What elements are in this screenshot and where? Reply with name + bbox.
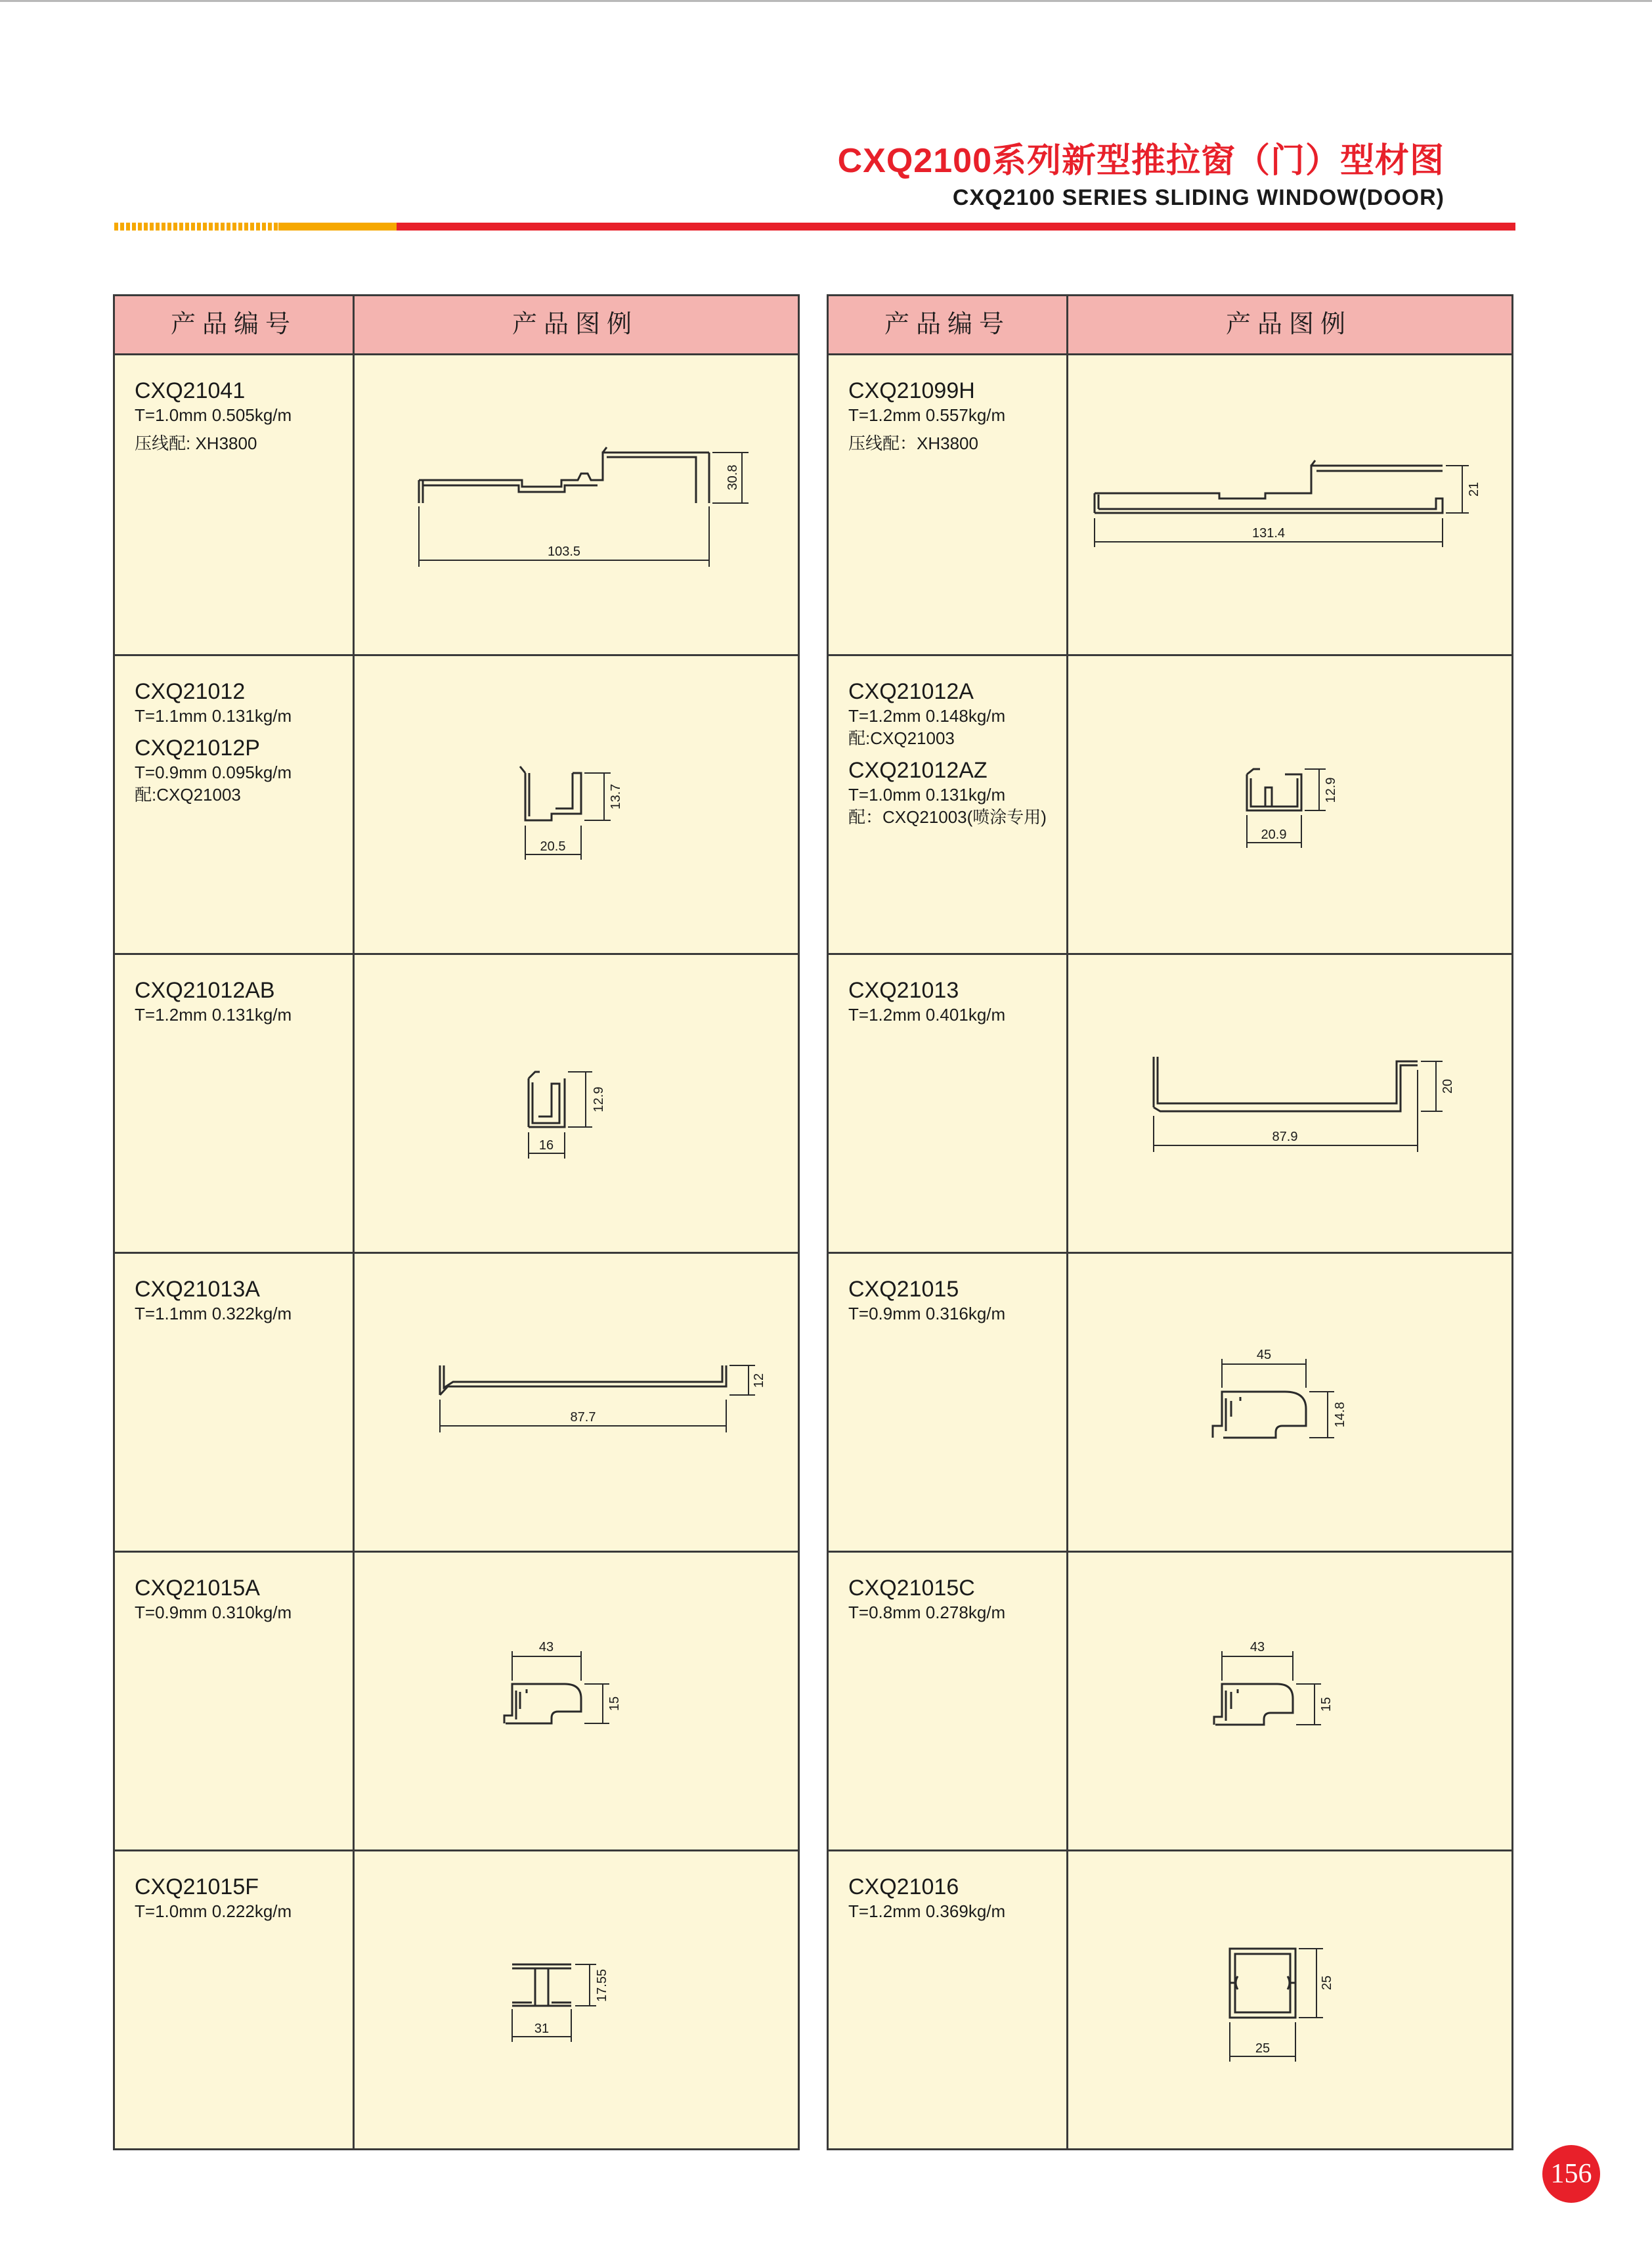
product-note-secondary: 配：CXQ21003(喷涂专用): [848, 807, 1047, 827]
product-spec: T=1.2mm 0.148kg/m: [848, 706, 1006, 726]
product-spec: T=1.2mm 0.131kg/m: [135, 1005, 292, 1025]
product-row: [829, 355, 1511, 654]
header-rule-red: [397, 223, 1515, 231]
product-spec: T=0.9mm 0.316kg/m: [848, 1304, 1006, 1323]
profile-drawing: [355, 1254, 798, 1551]
product-row: [115, 953, 798, 1252]
product-note: 配:CXQ21003: [848, 728, 955, 748]
dimension-width: 25: [1255, 2041, 1271, 2056]
page-title-cn: CXQ2100系列新型推拉窗（门）型材图: [837, 142, 1445, 180]
profile-drawing-svg: [355, 1553, 798, 1849]
product-info: [848, 1276, 1058, 1325]
product-row: [115, 355, 798, 654]
profile-drawing: [1068, 656, 1511, 953]
profile-drawing: [355, 656, 798, 953]
profile-drawing-svg: [1068, 355, 1511, 652]
profile-drawing: [355, 1553, 798, 1849]
product-spec: T=1.0mm 0.222kg/m: [135, 1901, 292, 1921]
product-row: [115, 1252, 798, 1551]
dimension-height: 30.8: [726, 464, 740, 491]
product-table-right: [827, 294, 1513, 2150]
product-code: CXQ21012AB: [135, 978, 275, 1003]
product-row: [829, 1551, 1511, 1849]
profile-drawing: [1068, 1254, 1511, 1551]
product-info: [848, 1874, 1058, 1922]
profile-drawing-svg: [355, 1254, 798, 1551]
product-info: [848, 1575, 1058, 1624]
dimension-width: 87.7: [570, 1410, 596, 1425]
profile-drawing: [1068, 1851, 1511, 2148]
profile-drawing: [1068, 1553, 1511, 1849]
profile-drawing: [355, 955, 798, 1252]
header-rule-dotted: [114, 223, 278, 231]
dimension-height: 25: [1320, 1975, 1334, 1991]
profile-drawing-svg: [355, 355, 798, 652]
product-row: [115, 1849, 798, 2148]
product-info: [848, 977, 1058, 1026]
header-product-code: 产品编号: [170, 311, 297, 338]
dimension-height: 15: [1319, 1696, 1334, 1712]
dimension-height: 20: [1441, 1078, 1455, 1094]
profile-drawing-svg: [1068, 656, 1511, 953]
profile-drawing: [1068, 355, 1511, 652]
product-code: CXQ21016: [848, 1874, 959, 1899]
profile-drawing-svg: [355, 1851, 798, 2148]
product-code: CXQ21015: [848, 1277, 959, 1302]
product-note: 压线配：XH3800: [848, 433, 978, 453]
dimension-width: 103.5: [547, 544, 581, 559]
product-spec: T=1.2mm 0.369kg/m: [848, 1901, 1006, 1921]
dimension-height: 21: [1467, 481, 1481, 497]
product-row: [829, 953, 1511, 1252]
product-code-secondary: CXQ21012AZ: [848, 758, 988, 783]
product-table-left: [113, 294, 800, 2150]
product-code: CXQ21012A: [848, 679, 974, 704]
product-spec: T=0.9mm 0.310kg/m: [135, 1603, 292, 1622]
product-row: [829, 654, 1511, 953]
dimension-width: 43: [1250, 1640, 1265, 1654]
dimension-width: 20.9: [1261, 828, 1287, 842]
product-info: [848, 378, 1058, 455]
product-spec: T=1.0mm 0.505kg/m: [135, 405, 292, 425]
product-code: CXQ21015A: [135, 1576, 260, 1601]
dimension-height: 17.55: [595, 1968, 609, 2003]
header-product-figure: 产品图例: [1225, 311, 1352, 338]
top-border-line: [0, 0, 1652, 2]
profile-drawing: [355, 1851, 798, 2148]
profile-drawing-svg: [1068, 1553, 1511, 1849]
product-spec: T=1.1mm 0.322kg/m: [135, 1304, 292, 1323]
product-code: CXQ21012: [135, 679, 246, 704]
product-spec: T=1.1mm 0.131kg/m: [135, 706, 292, 726]
table-header: [829, 296, 1511, 355]
product-spec: T=0.8mm 0.278kg/m: [848, 1603, 1006, 1622]
profile-drawing-svg: [355, 656, 798, 953]
dimension-width: 131.4: [1251, 526, 1286, 541]
dimension-width: 45: [1256, 1348, 1272, 1362]
profile-drawing: [355, 355, 798, 652]
profile-drawing-svg: [1068, 1254, 1511, 1551]
product-spec: T=1.2mm 0.401kg/m: [848, 1005, 1006, 1025]
header-rule-yellow: [278, 223, 397, 231]
product-code: CXQ21099H: [848, 378, 975, 403]
page-title-en: CXQ2100 SERIES SLIDING WINDOW(DOOR): [952, 185, 1445, 210]
product-code: CXQ21041: [135, 378, 246, 403]
product-info: [848, 678, 1058, 828]
dimension-width: 43: [538, 1640, 554, 1654]
dimension-height: 15: [607, 1696, 622, 1712]
product-info: [135, 1276, 345, 1325]
product-code: CXQ21015C: [848, 1576, 975, 1601]
dimension-width: 16: [538, 1138, 554, 1153]
profile-drawing: [1068, 955, 1511, 1252]
header-product-figure: 产品图例: [511, 311, 638, 338]
product-row: [115, 654, 798, 953]
product-info: [135, 678, 345, 806]
product-code: CXQ21015F: [135, 1874, 259, 1899]
product-info: [135, 977, 345, 1026]
profile-drawing-svg: [1068, 955, 1511, 1252]
table-header: [115, 296, 798, 355]
dimension-height: 12: [752, 1373, 766, 1388]
product-row: [829, 1252, 1511, 1551]
page-number-badge: 156: [1542, 2145, 1600, 2203]
product-spec: T=1.2mm 0.557kg/m: [848, 405, 1006, 425]
header-product-code: 产品编号: [884, 311, 1011, 338]
profile-drawing-svg: [1068, 1851, 1511, 2148]
dimension-height: 13.7: [609, 784, 623, 810]
dimension-width: 20.5: [540, 839, 566, 854]
product-info: [135, 1874, 345, 1922]
dimension-width: 31: [534, 2022, 550, 2036]
product-row: [115, 1551, 798, 1849]
product-code: CXQ21013: [848, 978, 959, 1003]
product-code: CXQ21013A: [135, 1277, 260, 1302]
dimension-height: 12.9: [1324, 777, 1338, 803]
dimension-width: 87.9: [1272, 1130, 1298, 1144]
dimension-height: 14.8: [1333, 1402, 1347, 1428]
product-spec-secondary: T=0.9mm 0.095kg/m: [135, 763, 292, 782]
product-note-secondary: 配:CXQ21003: [135, 785, 241, 805]
profile-drawing-svg: [355, 955, 798, 1252]
product-info: [135, 1575, 345, 1624]
dimension-height: 12.9: [592, 1086, 606, 1113]
product-note: 压线配: XH3800: [135, 433, 257, 453]
product-row: [829, 1849, 1511, 2148]
product-info: [135, 378, 345, 455]
product-spec-secondary: T=1.0mm 0.131kg/m: [848, 785, 1006, 805]
product-code-secondary: CXQ21012P: [135, 736, 260, 761]
